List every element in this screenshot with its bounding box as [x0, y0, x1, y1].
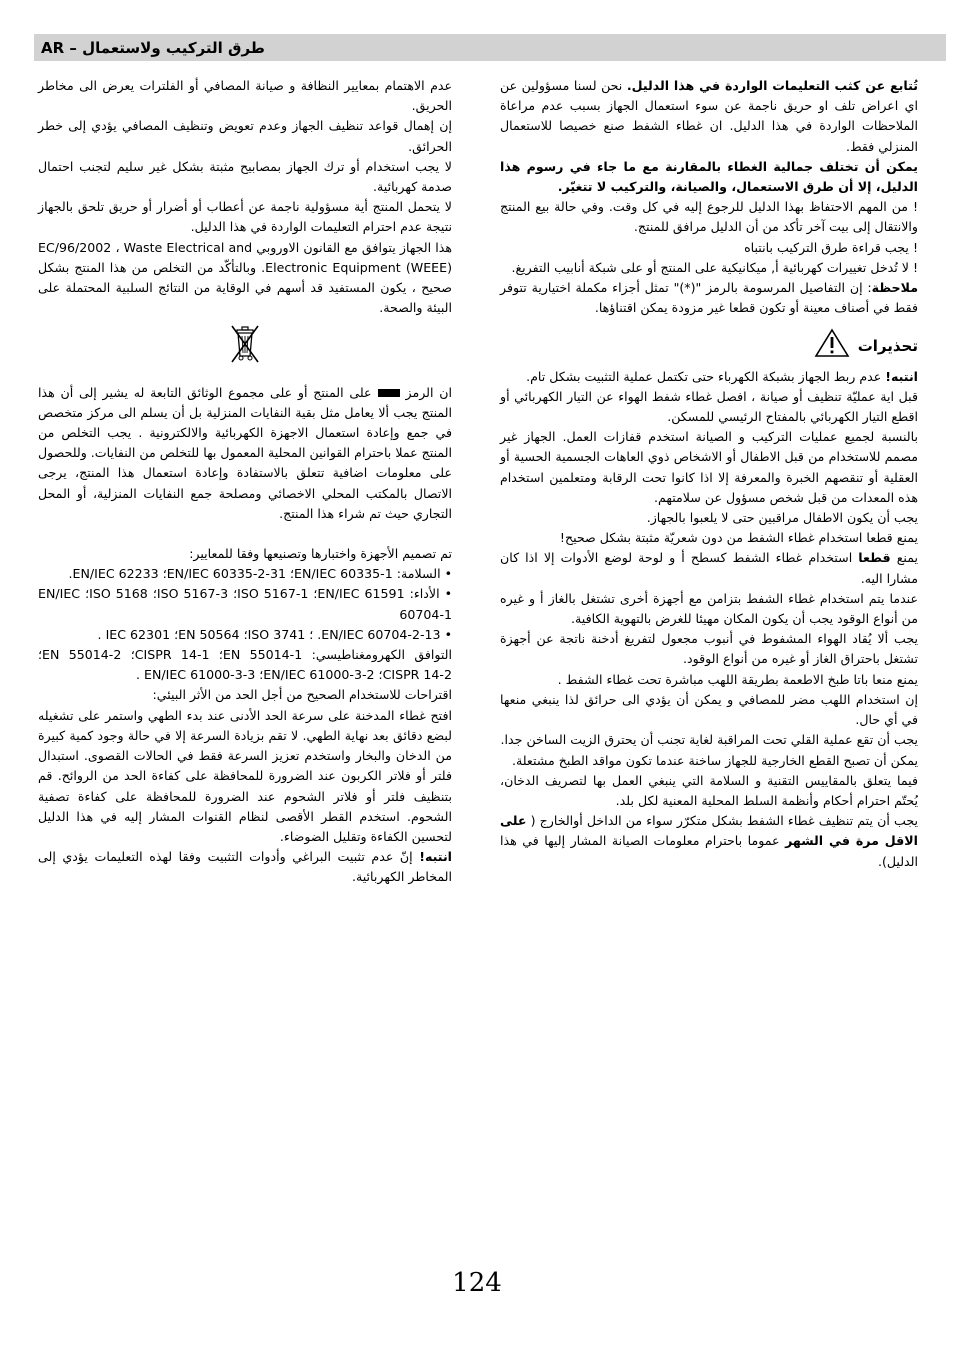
caution-bold: انتبه! — [419, 849, 452, 865]
right-column — [500, 76, 918, 872]
liability-note: لا يتحمل المنتج أية مسؤولية ناجمة عن أعطاب أو أضرار أو حريق تلحق بالجهاز نتيجة عدم احترام التعليمات الواردة في هذا الدليل. — [38, 199, 452, 235]
warning-connect — [500, 367, 918, 387]
weee-symbol — [38, 322, 452, 372]
standards-emc: التوافق الكهرومغناطيسي: EN 55014-1؛ CISPR 14-1؛ EN 55014-2؛ CISPR 14-2؛ EN/IEC 61000-3-2؛ EN/IEC 61000-3-3 . — [38, 647, 452, 683]
page-number: 124 — [452, 1268, 502, 1298]
standards-performance: • الأداء: EN/IEC 61591؛ ISO 5167-1؛ ISO 5167-3؛ ISO 5168؛ EN/IEC 60704-1 — [38, 586, 453, 622]
eco-text: افتح غطاء المدخنة على سرعة الحد الأدنى عند بدء الطهي واستمر على تشغيله لبضع دقائق بعد نهاية الطهي. لا تقم بزيادة السرعة إلا في حالة وجود كمية كبيرة من الدخان والبخار واستخدم تعزيز السرعة فقط في الحالات القصوى. استبدال فلتر أو فلاتر الكربون عند الضرورة للمحافظة على كفاءة الحد من الروائح. قم بتنظيف فلتر أو فلاتر الشحوم عند الضرورة للمحافظة على كفاءة تصفية الشحوم. استخدم القطر الأقصى لنظام القنوات المشار إليه في هذا الدليل لتحسين الكفاءة وتقليل الضوضاء. — [38, 707, 452, 844]
intro-text: نحن لسنا مسؤولين عن اي اعراض تلف او حريق ناجمة عن سوء استعمال الجهاز بسبب عدم مراعاة الملاحظات الواردة في هذا الدليل. ان غطاء الشفط صنع خصيصا للاستعمال المنزلي فقط. — [500, 78, 918, 154]
warning-cleaning-bold: على الاقل مرة في الشهر — [500, 813, 918, 849]
warning-connect-bold: انتبه! — [885, 368, 918, 384]
warning-flambe: يمنع منعا باتا طبخ الاطعمة بطريقة اللهب مباشرة تحت غطاء الشفط . — [557, 671, 918, 687]
warnings-title: تحذيرات — [857, 337, 918, 356]
warning-children: يجب أن يكون الاطفال مراقبين حتى لا يلعبوا بالجهاز. — [646, 510, 918, 526]
warning-ventilation: عندما يتم استخدام غطاء الشفط بتزامن مع أجهزة أخرى تشتغل بالغاز أ و غيره من أنواع الوقود يجب أن يكون المكان مهيئا للغرض بالتهوية الكافية. — [500, 590, 918, 627]
warning-triangle-icon — [814, 328, 850, 364]
intro-paragraph — [500, 76, 918, 157]
standards-safety: • السلامة: EN/IEC 60335-1؛ EN/IEC 60335-2-31؛ EN/IEC 62233. — [68, 566, 452, 582]
symbol-text-a: ان الرمز — [405, 384, 452, 400]
warning-connect-text: عدم ربط الجهاز بشبكة الكهرباء حتى تكتمل عملية التثبيت بشكل تام. — [526, 368, 886, 384]
standards-iec: • EN/IEC 60704-2-13. ؛ ISO 3741؛ EN 50564؛ IEC 62301 . — [97, 626, 452, 642]
cleaning-neglect-note: إن إهمال قواعد تنظيف الجهاز وعدم تعويض وتنظيف المصافي يؤدي إلى خطر الحرائق. — [38, 118, 452, 154]
warning-hot-parts: يمكن أن تصبح القطع الخارجية للجهاز ساخنة عندما تكون مواقد الطبخ مشتعلة. — [512, 752, 918, 768]
keep-manual-note: ! من المهم الاحتفاظ بهذا الدليل للرجوع إليه في كل وقت. وفي حالة بيع المنتج والانتقال إلى بيت آخر تأكد من أن الدليل مرافق للمنتج. — [500, 199, 918, 235]
note-label: ملاحظة — [871, 280, 918, 296]
warning-gloves: بالنسبة لجميع عمليات التركيب و الصيانة استخدم قفازات العمل. الجهاز غير مصمم للاستخدام من قبل الاطفال أو الاشخاص ذوي العاهات الجسمية الحسية أو العقلية أو تنقصهم الخبرة والمعرفة إلا اذا كانوا تحت الرقابة ومتعلمين استخدام هذه المعدات من قبل شخص مسؤول عن سلامتهم. — [500, 429, 918, 505]
standards-intro: تم تصميم الأجهزة واختبارها وتصنيعها وفقا للمعايير: — [189, 546, 452, 562]
note-text: : إن التفاصيل المرسومة بالرمز "(*)" تمثل أجزاء مكملة اختيارية تتوفر فقط في أصناف معينة أو تكون قطعا غير مزودة يمكن اقتناؤها. — [500, 280, 918, 316]
caution-note — [38, 847, 452, 887]
symbol-text-b: على المنتج أو على مجموع الوثائق التابعة له يشير إلى أن هذا المنتج يجب ألا يعامل مثل بقية النفايات المنزلية بل أن يسلم الى مركز متخصص في جمع وإعادة استعمال الاجهزة الكهربائية والالكترونية . يجب التخلص من المنتج عملا باحترام القوانين المحلية المعمول بها للتخلص من النفايات. وللحصول على معلومات اضافية تتعلق بالاستفادة وإعادة استعمال هذا المنتج، يرجى الاتصال بالمكتب المحلي الاخصائي ومصلحة جمع النفايات المنزلية، أو المحل التجاري حيث تم شراء هذا المنتج. — [38, 384, 452, 521]
black-bar-icon — [378, 389, 400, 397]
read-carefully-note: ! يجب قراءة طرق التركيب بانتباه — [744, 239, 918, 255]
weee-paragraph: هذا الجهاز يتوافق مع القانون الاوروبي EC/96/2002 ، Waste Electrical and Electronic Equipment (WEEE). وبالتأكّد من التخلص من هذا المنتج بشكل صحيح ، يكون المستفيد قد أسهم في الوقاية من النتائج السلبية المحتملة على البيئة والصحة. — [38, 239, 452, 316]
warning-disconnect: قبل اية عمليّة تنظيف أو صيانة ، افصل غطاء شفط الهواء عن التيار الكهربائي أو اقطع التيار الكهربائي بالمفتاح الرئيسي للمسكن. — [500, 388, 918, 425]
lamps-note: لا يجب استخدام أو ترك الجهاز بمصابيح مثبتة بشكل غير سليم لتجنب احتمال صدمة كهربائية. — [38, 158, 452, 195]
filter-maintenance-note: عدم الاهتمام بمعايير النظافة و صيانة المصافي أو الفلترات يعرض الى مخاطر الحريق. — [38, 78, 452, 114]
warning-surface — [500, 548, 918, 588]
optional-parts-note — [500, 278, 918, 318]
warnings-heading — [500, 328, 918, 364]
crossed-bin-icon — [228, 322, 262, 372]
left-column — [38, 76, 452, 888]
warning-cleaning — [500, 811, 918, 872]
caution-text: إنّ عدم تثبيت البراغي وأدوات التثبيت وفقا لهذه التعليمات يؤدي إلى المخاطر الكهربائية. — [38, 849, 452, 885]
eco-title: اقتراحات للاستخدام الصحيح من أجل الحد من الأثر البيئي: — [152, 687, 452, 703]
page-header-title: AR – طرق التركيب ولاستعمال — [41, 39, 265, 57]
warning-grille: يمنع قطعا استخدام غطاء الشفط من دون شعريّة مثبتة بشكل صحيح! — [559, 530, 918, 546]
appearance-note: يمكن أن تختلف جمالية الغطاء بالمقارنة مع ما جاء في رسوم هذا الدليل، إلا أن طرق الاستعمال، والصيانة، والتركيب لا تتغيّر. — [500, 158, 918, 195]
warning-frying: يجب أن تقع عملية القلي تحت المراقبة لغاية تجنب أن يحترق الزيت الساخن جدا. — [500, 732, 918, 748]
intro-bold: تُتابع عن كثب التعليمات الواردة في هذا الدليل. — [626, 78, 918, 93]
warning-flame: إن استخدام اللهب مضر للمصافي و يمكن أن يؤدي الى حرائق لذا ينبغي منعها في أي حال. — [500, 691, 918, 728]
no-changes-note: ! لا تُدخل تغييرات كهربائية أ, ميكانيكية على المنتج أو على شبكة أنابيب التفريغ. — [511, 259, 918, 275]
warning-cleaning-a: يجب أن يتم تنظيف غطاء الشفط بشكل متكرّر سواء من الداخل أوالخارج ( — [526, 813, 918, 829]
warning-regulations: فيما يتعلق بالمقاييس التقنية و السلامة التي ينبغي العمل بها لتصريف الدخان، يُحتّم احترام أحكام وأنظمة السلط المحلية المعنية لكل بلد. — [500, 772, 918, 808]
warning-surface-b: استخدام غطاء الشفط كسطح أ و لوحة لوضع الأدوات إلا اذا كان مشارا اليه. — [500, 550, 918, 586]
warning-cleaning-b: عموما باحترام معلومات الصيانة المشار إليها في هذا الدليل). — [500, 833, 918, 869]
warning-surface-a: يمنع — [890, 550, 918, 566]
symbol-paragraph — [38, 383, 452, 524]
warning-exhaust: يجب ألا يُقاد الهواء المشفوط في أنبوب مجعول لتفريغ أدخنة ناتجة عن أجهزة تشتغل باحتراق الغاز أو غيره من أنواع الوقود. — [500, 631, 918, 667]
warning-surface-bold: قطعا — [858, 550, 891, 566]
